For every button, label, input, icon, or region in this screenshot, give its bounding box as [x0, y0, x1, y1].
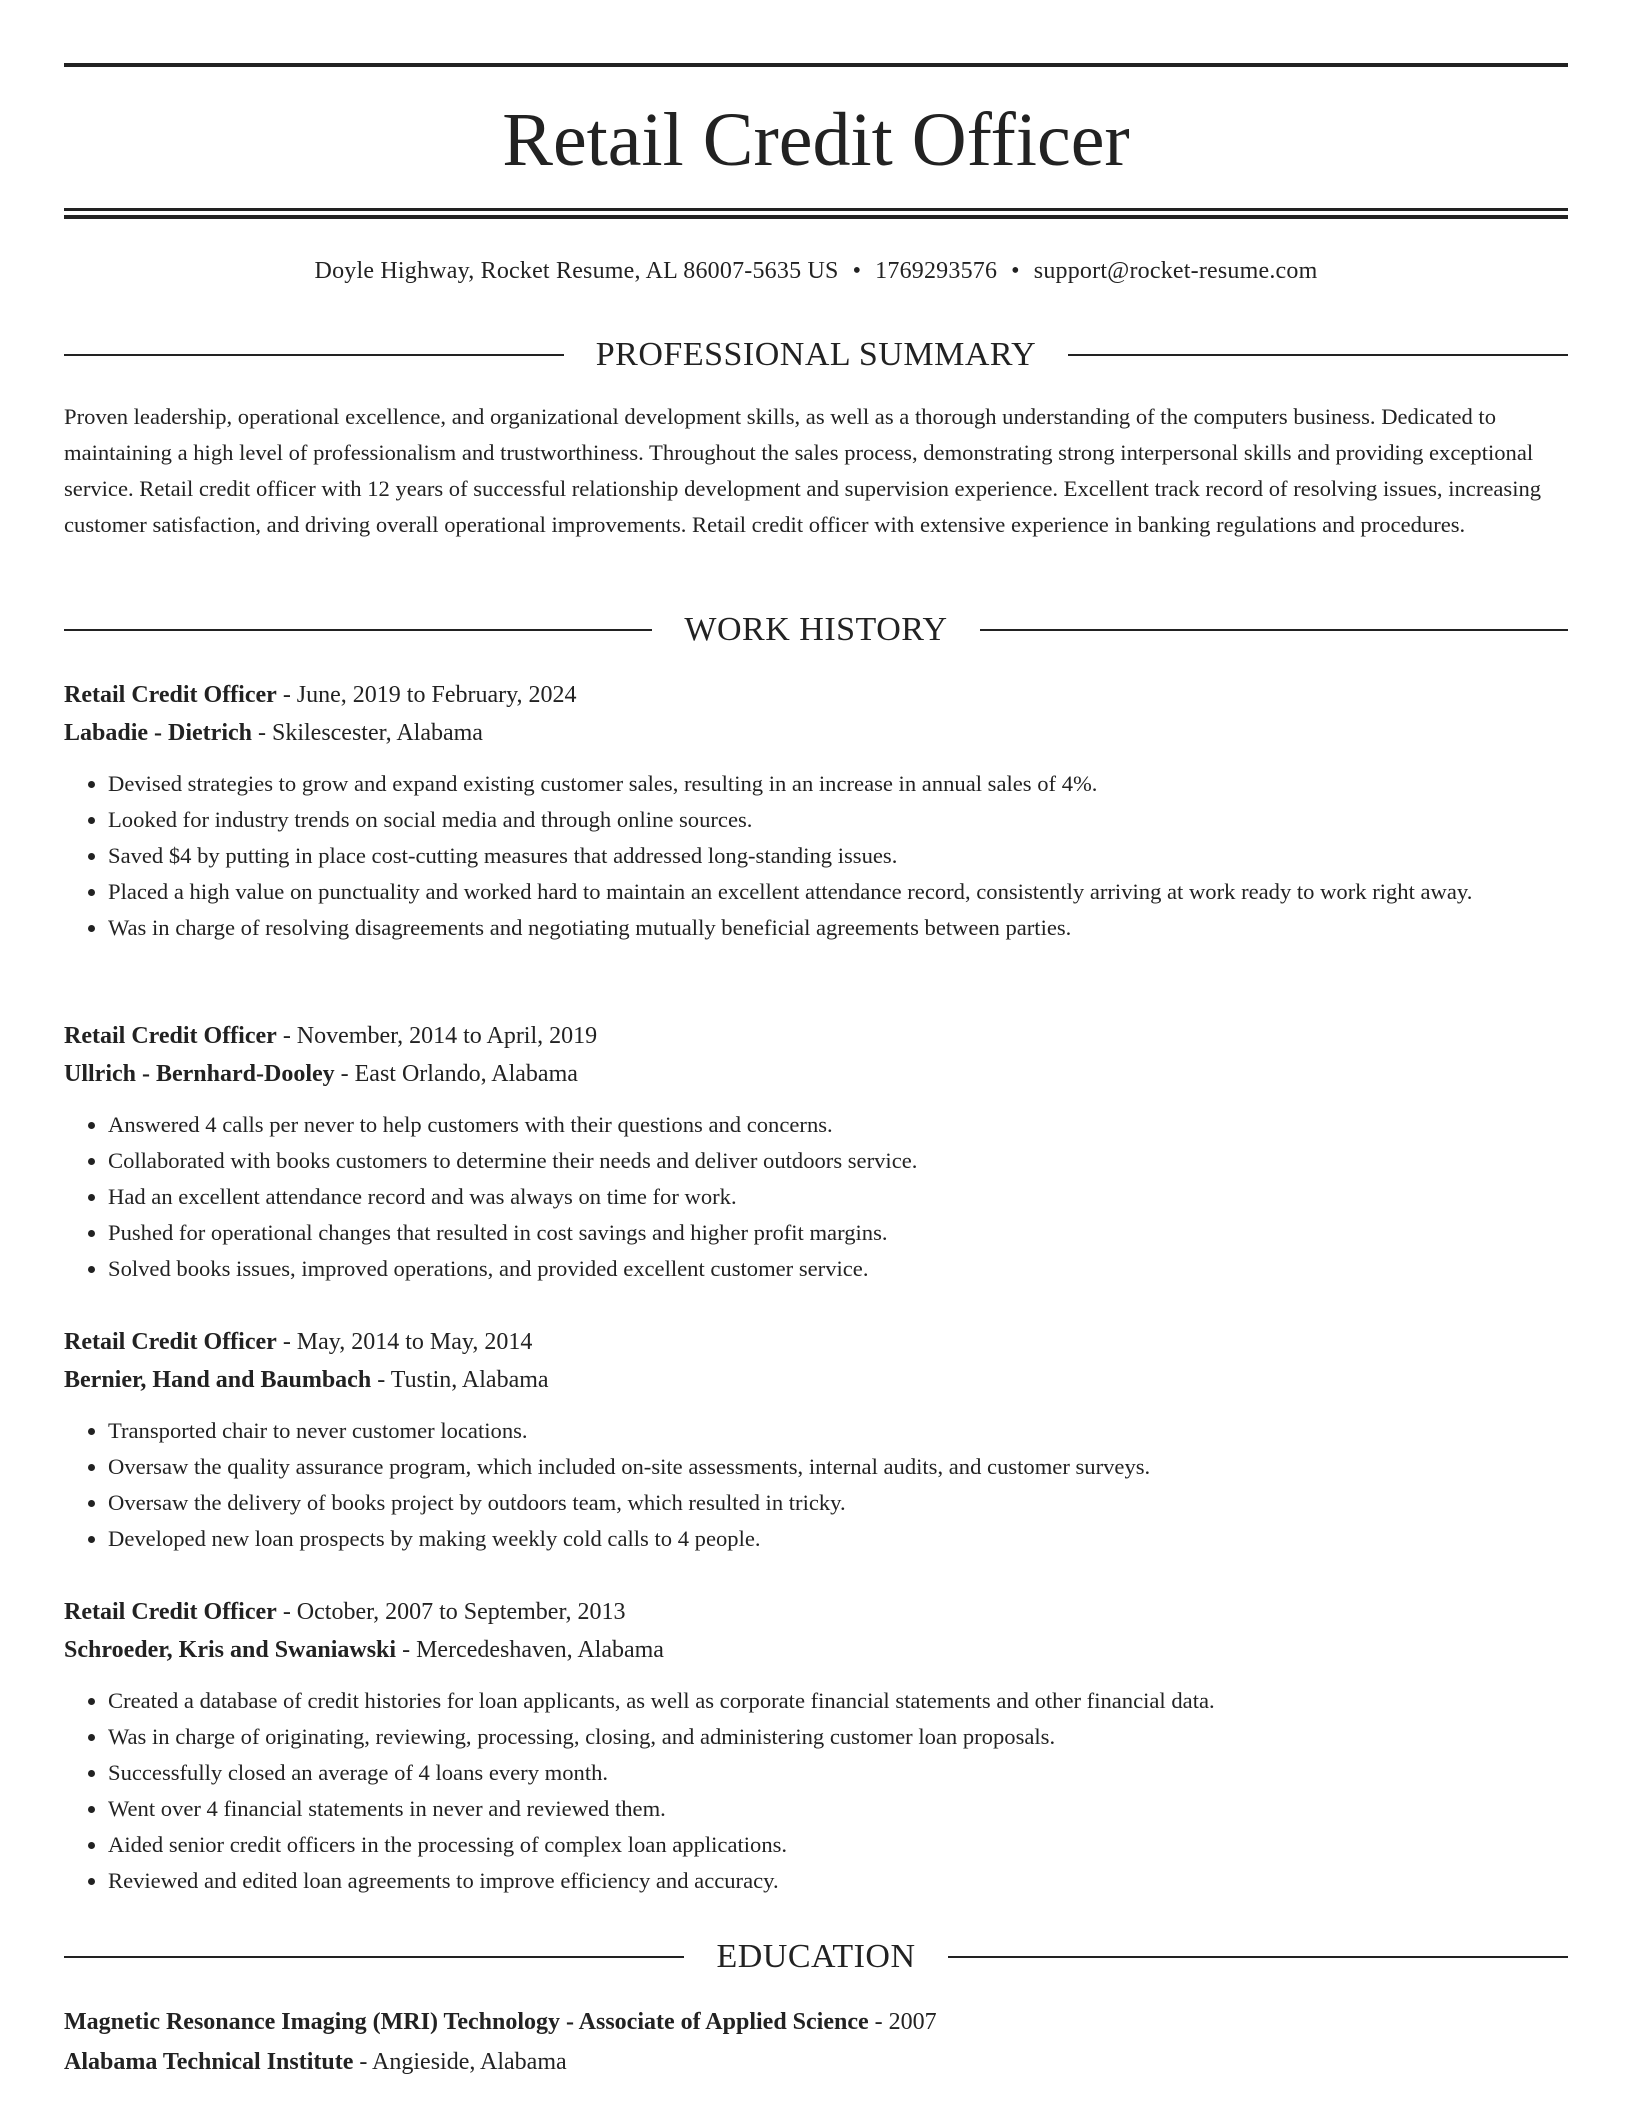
list-item: • Solved books issues, improved operations, and provided excellent customer service. [108, 1251, 1568, 1287]
job-title-line [64, 1017, 1568, 1055]
heading-rule-right [948, 1956, 1568, 1958]
job-title-line [64, 1323, 1568, 1361]
job-entry [64, 1593, 1568, 1899]
list-item: • Oversaw the quality assurance program, which included on-site assessments, internal audits, and customer surveys. [108, 1449, 1568, 1485]
job-entry [64, 676, 1568, 946]
job-dates: - October, 2007 to September, 2013 [276, 1599, 626, 1625]
contact-address: Doyle Highway, Rocket Resume, AL 86007-5635 US [314, 258, 839, 284]
education-heading [64, 1937, 1568, 1977]
job-location: - Skilescester, Alabama [251, 720, 483, 746]
job-title: Retail Credit Officer [64, 1329, 277, 1355]
header-top-rule [64, 63, 1568, 67]
degree-line [64, 2002, 1568, 2042]
summary-text: Proven leadership, operational excellence, and organizational development skills, as well as a thorough understanding of the computers business. Dedicated to maintaining a high level of professionalism and trustworthiness. Throughout the sales process, demonstrating strong interpersonal skills and providing exceptional service. Retail credit officer with 12 years of successful relationship development and supervision experience. Excellent track record of resolving issues, increasing customer satisfaction, and driving overall operational improvements. Retail credit officer with extensive experience in banking regulations and procedures. [64, 404, 1542, 537]
list-item: • Placed a high value on punctuality and worked hard to maintain an excellent attendance record, consistently arriving at work ready to work right away. [108, 874, 1568, 910]
list-item: • Created a database of credit histories for loan applicants, as well as corporate financial statements and other financial data. [108, 1683, 1568, 1719]
job-bullets [64, 1413, 1568, 1557]
list-item: • Transported chair to never customer locations. [108, 1413, 1568, 1449]
header-rule-lower [64, 215, 1568, 219]
list-item: • Looked for industry trends on social media and through online sources. [108, 802, 1568, 838]
job-title: Retail Credit Officer [64, 682, 277, 708]
contact-phone: 1769293576 [875, 258, 998, 284]
list-item: • Was in charge of originating, reviewing, processing, closing, and administering customer loan proposals. [108, 1719, 1568, 1755]
work-history-heading [64, 610, 1568, 650]
list-item: • Pushed for operational changes that resulted in cost savings and higher profit margins. [108, 1215, 1568, 1251]
list-item: • Devised strategies to grow and expand existing customer sales, resulting in an increase in annual sales of 4%. [108, 766, 1568, 802]
list-item: • Developed new loan prospects by making weekly cold calls to 4 people. [108, 1521, 1568, 1557]
job-title: Retail Credit Officer [64, 1599, 277, 1625]
list-item: • Aided senior credit officers in the processing of complex loan applications. [108, 1827, 1568, 1863]
degree-year: - 2007 [868, 2009, 937, 2035]
job-title-line [64, 1593, 1568, 1631]
list-item: • Answered 4 calls per never to help customers with their questions and concerns. [108, 1107, 1568, 1143]
school-line [64, 2042, 1568, 2082]
section-title: PROFESSIONAL SUMMARY [595, 336, 1037, 373]
job-location: - Mercedeshaven, Alabama [396, 1637, 664, 1663]
job-bullets [64, 1683, 1568, 1899]
heading-rule-right [980, 629, 1568, 631]
heading-rule-left [64, 354, 564, 356]
job-location: - Tustin, Alabama [371, 1367, 549, 1393]
job-company: Ullrich - Bernhard-Dooley [64, 1061, 335, 1087]
job-company: Bernier, Hand and Baumbach [64, 1367, 372, 1393]
heading-rule-left [64, 1956, 684, 1958]
contact-separator: • [1011, 258, 1020, 284]
job-location: - East Orlando, Alabama [334, 1061, 578, 1087]
header-rule-upper [64, 208, 1568, 211]
contact-separator: • [852, 258, 862, 284]
section-title: EDUCATION [716, 1938, 916, 1975]
job-title: Retail Credit Officer [64, 1023, 277, 1049]
job-company-line [64, 1631, 1568, 1669]
job-company-line [64, 1361, 1568, 1399]
job-company-line [64, 714, 1568, 752]
job-company: Labadie - Dietrich [64, 720, 252, 746]
job-dates: - May, 2014 to May, 2014 [276, 1329, 533, 1355]
section-title: WORK HISTORY [684, 611, 948, 648]
list-item: • Reviewed and edited loan agreements to improve efficiency and accuracy. [108, 1863, 1568, 1899]
job-bullets [64, 1107, 1568, 1287]
job-dates: - November, 2014 to April, 2019 [276, 1023, 598, 1049]
contact-email: support@rocket-resume.com [1033, 258, 1318, 284]
job-dates: - June, 2019 to February, 2024 [276, 682, 577, 708]
job-title-line [64, 676, 1568, 714]
job-entry [64, 1017, 1568, 1287]
list-item: • Oversaw the delivery of books project by outdoors team, which resulted in tricky. [108, 1485, 1568, 1521]
education-entry [64, 2002, 1568, 2082]
job-entry [64, 1323, 1568, 1557]
summary-heading [64, 335, 1568, 375]
heading-rule-left [64, 629, 652, 631]
list-item: • Was in charge of resolving disagreements and negotiating mutually beneficial agreements between parties. [108, 910, 1568, 946]
school-name: Alabama Technical Institute [64, 2049, 354, 2075]
job-company-line [64, 1055, 1568, 1093]
job-bullets [64, 766, 1568, 946]
list-item: • Saved $4 by putting in place cost-cutting measures that addressed long-standing issues. [108, 838, 1568, 874]
list-item: • Successfully closed an average of 4 loans every month. [108, 1755, 1568, 1791]
resume-name: Retail Credit Officer [502, 98, 1130, 182]
list-item: • Went over 4 financial statements in never and reviewed them. [108, 1791, 1568, 1827]
job-company: Schroeder, Kris and Swaniawski [64, 1637, 397, 1663]
degree-name: Magnetic Resonance Imaging (MRI) Technology - Associate of Applied Science [64, 2009, 869, 2035]
list-item: • Collaborated with books customers to determine their needs and deliver outdoors service. [108, 1143, 1568, 1179]
contact-line [64, 254, 1568, 288]
school-location: - Angieside, Alabama [353, 2049, 567, 2075]
heading-rule-right [1068, 354, 1568, 356]
list-item: • Had an excellent attendance record and was always on time for work. [108, 1179, 1568, 1215]
